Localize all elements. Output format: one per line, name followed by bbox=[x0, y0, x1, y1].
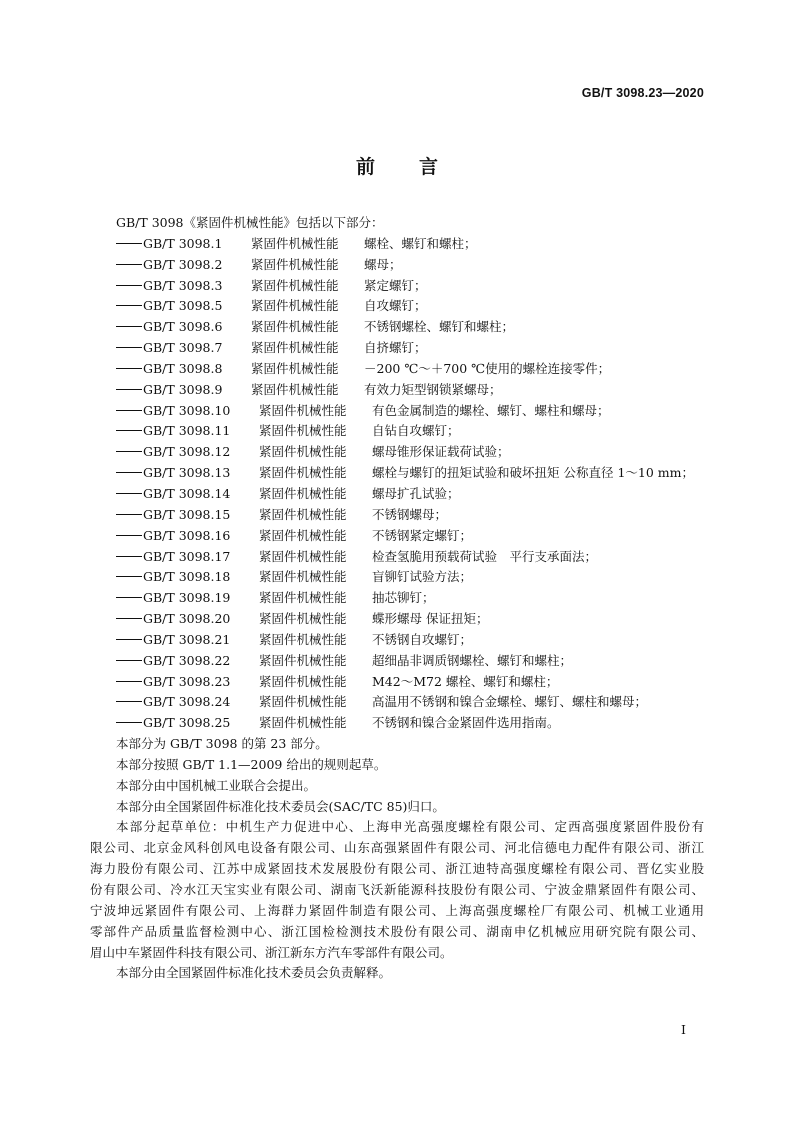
part-series-name: 紧固件机械性能 bbox=[259, 590, 347, 606]
part-series-name: 紧固件机械性能 bbox=[251, 235, 339, 251]
part-series-name: 紧固件机械性能 bbox=[259, 465, 347, 481]
part-series-name: 紧固件机械性能 bbox=[259, 506, 347, 522]
part-list-item bbox=[90, 609, 704, 630]
part-code: GB/T 3098.8 bbox=[143, 360, 223, 376]
part-series-name: 紧固件机械性能 bbox=[259, 485, 347, 501]
part-list-item bbox=[90, 338, 704, 359]
part-list-item bbox=[90, 713, 704, 734]
part-code: GB/T 3098.6 bbox=[143, 319, 223, 335]
part-series-name: 紧固件机械性能 bbox=[251, 360, 339, 376]
em-dash bbox=[116, 701, 142, 702]
em-dash bbox=[116, 722, 142, 723]
drafting-units-line: 宁波坤远紧固件有限公司、上海群力紧固件制造有限公司、上海高强度螺栓厂有限公司、机械工业通用 bbox=[90, 902, 704, 918]
part-code: GB/T 3098.3 bbox=[143, 277, 223, 293]
part-series-name: 紧固件机械性能 bbox=[251, 256, 339, 272]
part-series-name: 紧固件机械性能 bbox=[259, 548, 347, 564]
part-code: GB/T 3098.10 bbox=[143, 402, 231, 418]
drafting-units-line: 眉山中车紧固件科技有限公司、浙江新东方汽车零部件有限公司。 bbox=[90, 944, 453, 960]
part-title: 自攻螺钉； bbox=[364, 298, 427, 314]
drafting-units-line: 限公司、北京金风科创风电设备有限公司、山东高强紧固件有限公司、河北信德电力配件有限公司、浙江 bbox=[90, 840, 704, 856]
statement-line: 本部分由中国机械工业联合会提出。 bbox=[116, 777, 317, 793]
part-code: GB/T 3098.1 bbox=[143, 235, 223, 251]
part-series-name: 紧固件机械性能 bbox=[259, 611, 347, 627]
part-code: GB/T 3098.17 bbox=[143, 548, 231, 564]
part-series-name: 紧固件机械性能 bbox=[259, 423, 347, 439]
parts-list bbox=[90, 234, 704, 734]
part-list-item bbox=[90, 651, 704, 672]
em-dash bbox=[116, 305, 142, 306]
part-list-item bbox=[90, 547, 704, 568]
part-list-item bbox=[90, 296, 704, 317]
part-series-name: 紧固件机械性能 bbox=[259, 715, 347, 731]
part-list-item bbox=[90, 463, 704, 484]
em-dash bbox=[116, 243, 142, 244]
part-title: 螺母锥形保证载荷试验； bbox=[372, 444, 510, 460]
part-title: 螺母扩孔试验； bbox=[372, 485, 460, 501]
part-code: GB/T 3098.19 bbox=[143, 590, 231, 606]
part-title: 超细晶非调质钢螺栓、螺钉和螺柱； bbox=[372, 652, 573, 668]
em-dash bbox=[116, 264, 142, 265]
em-dash bbox=[116, 535, 142, 536]
part-series-name: 紧固件机械性能 bbox=[251, 319, 339, 335]
page-title: 前言 bbox=[355, 156, 482, 178]
part-code: GB/T 3098.24 bbox=[143, 694, 231, 710]
closing-statement: 本部分由全国紧固件标准化技术委员会负责解释。 bbox=[116, 965, 392, 981]
part-series-name: 紧固件机械性能 bbox=[251, 340, 339, 356]
part-title: 不锈钢螺母； bbox=[372, 506, 448, 522]
em-dash bbox=[116, 639, 142, 640]
part-series-name: 紧固件机械性能 bbox=[259, 527, 347, 543]
part-title: 高温用不锈钢和镍合金螺栓、螺钉、螺柱和螺母； bbox=[372, 694, 648, 710]
em-dash bbox=[116, 576, 142, 577]
part-series-name: 紧固件机械性能 bbox=[259, 631, 347, 647]
part-title: 紧定螺钉； bbox=[364, 277, 427, 293]
part-list-item bbox=[90, 567, 704, 588]
part-title: 有色金属制造的螺栓、螺钉、螺柱和螺母； bbox=[372, 402, 610, 418]
part-list-item bbox=[90, 380, 704, 401]
part-code: GB/T 3098.23 bbox=[143, 673, 231, 689]
part-series-name: 紧固件机械性能 bbox=[259, 673, 347, 689]
part-title: 有效力矩型钢锁紧螺母； bbox=[364, 381, 502, 397]
statements bbox=[90, 734, 704, 817]
statement-line: 本部分按照 GB/T 1.1—2009 给出的规则起草。 bbox=[116, 756, 387, 772]
part-code: GB/T 3098.7 bbox=[143, 340, 223, 356]
part-series-name: 紧固件机械性能 bbox=[259, 402, 347, 418]
drafting-units-line: 本部分起草单位：中机生产力促进中心、上海申光高强度螺栓有限公司、定西高强度紧固件股份有 bbox=[116, 819, 704, 835]
part-list-item bbox=[90, 421, 704, 442]
intro-text: GB/T 3098《紧固件机械性能》包括以下部分： bbox=[116, 215, 384, 230]
part-title: 螺栓、螺钉和螺柱； bbox=[364, 235, 477, 251]
part-title: 检查氢脆用预载荷试验 平行支承面法； bbox=[372, 548, 598, 564]
em-dash bbox=[116, 514, 142, 515]
part-code: GB/T 3098.21 bbox=[143, 631, 231, 647]
em-dash bbox=[116, 347, 142, 348]
part-list-item bbox=[90, 359, 704, 380]
part-title: 螺栓与螺钉的扭矩试验和破坏扭矩 公称直径 1～10 mm； bbox=[372, 465, 694, 481]
drafting-units-line: 海力股份有限公司、江苏中成紧固技术发展股份有限公司、浙江迪特高强度螺栓有限公司、晋亿实业股 bbox=[90, 861, 704, 877]
part-code: GB/T 3098.2 bbox=[143, 256, 223, 272]
drafting-units-line: 份有限公司、冷水江天宝实业有限公司、湖南飞沃新能源科技股份有限公司、宁波金鼎紧固件有限公司、 bbox=[90, 882, 704, 897]
foreword-body bbox=[90, 213, 704, 984]
standard-code: GB/T 3098.23—2020 bbox=[581, 86, 704, 100]
em-dash bbox=[116, 660, 142, 661]
em-dash bbox=[116, 556, 142, 557]
part-title: 抽芯铆钉； bbox=[372, 590, 435, 606]
part-series-name: 紧固件机械性能 bbox=[251, 381, 339, 397]
part-list-item bbox=[90, 692, 704, 713]
part-list-item bbox=[90, 484, 704, 505]
part-code: GB/T 3098.20 bbox=[143, 611, 231, 627]
part-list-item bbox=[90, 255, 704, 276]
part-code: GB/T 3098.9 bbox=[143, 381, 223, 397]
em-dash bbox=[116, 430, 142, 431]
part-title: 不锈钢紧定螺钉； bbox=[372, 527, 473, 543]
part-title: 蝶形螺母 保证扭矩； bbox=[372, 611, 489, 627]
drafting-units bbox=[90, 817, 704, 963]
page-number: I bbox=[681, 1022, 686, 1037]
part-code: GB/T 3098.13 bbox=[143, 465, 231, 481]
part-list-item bbox=[90, 442, 704, 463]
part-code: GB/T 3098.15 bbox=[143, 506, 231, 522]
part-series-name: 紧固件机械性能 bbox=[251, 298, 339, 314]
em-dash bbox=[116, 326, 142, 327]
part-code: GB/T 3098.12 bbox=[143, 444, 231, 460]
em-dash bbox=[116, 285, 142, 286]
part-title: M42～M72 螺栓、螺钉和螺柱； bbox=[372, 673, 559, 689]
drafting-units-line: 零部件产品质量监督检测中心、浙江国检检测技术股份有限公司、湖南申亿机械应用研究院有限公司、 bbox=[90, 923, 704, 939]
part-title: 自钻自攻螺钉； bbox=[372, 423, 460, 439]
part-code: GB/T 3098.5 bbox=[143, 298, 223, 314]
part-list-item bbox=[90, 630, 704, 651]
part-code: GB/T 3098.16 bbox=[143, 527, 231, 543]
em-dash bbox=[116, 493, 142, 494]
part-list-item bbox=[90, 526, 704, 547]
part-code: GB/T 3098.22 bbox=[143, 652, 231, 668]
part-series-name: 紧固件机械性能 bbox=[259, 569, 347, 585]
part-title: 自挤螺钉； bbox=[364, 340, 427, 356]
part-list-item bbox=[90, 588, 704, 609]
part-code: GB/T 3098.11 bbox=[143, 423, 231, 439]
part-list-item bbox=[90, 672, 704, 693]
em-dash bbox=[116, 472, 142, 473]
part-title: 螺母； bbox=[364, 256, 402, 272]
part-list-item bbox=[90, 505, 704, 526]
em-dash bbox=[116, 389, 142, 390]
part-title: 盲铆钉试验方法； bbox=[372, 569, 473, 585]
em-dash bbox=[116, 368, 142, 369]
em-dash bbox=[116, 618, 142, 619]
em-dash bbox=[116, 597, 142, 598]
part-code: GB/T 3098.14 bbox=[143, 485, 231, 501]
part-series-name: 紧固件机械性能 bbox=[251, 277, 339, 293]
statement-line: 本部分为 GB/T 3098 的第 23 部分。 bbox=[116, 736, 328, 752]
part-series-name: 紧固件机械性能 bbox=[259, 444, 347, 460]
part-series-name: 紧固件机械性能 bbox=[259, 652, 347, 668]
part-title: 不锈钢螺栓、螺钉和螺柱； bbox=[364, 319, 515, 335]
part-list-item bbox=[90, 234, 704, 255]
em-dash bbox=[116, 451, 142, 452]
part-title: －200 ℃～＋700 ℃使用的螺栓连接零件； bbox=[364, 360, 611, 376]
part-list-item bbox=[90, 317, 704, 338]
part-title: 不锈钢和镍合金紧固件选用指南。 bbox=[372, 715, 560, 731]
statement-line: 本部分由全国紧固件标准化技术委员会(SAC/TC 85)归口。 bbox=[116, 798, 445, 814]
part-code: GB/T 3098.25 bbox=[143, 715, 231, 731]
part-series-name: 紧固件机械性能 bbox=[259, 694, 347, 710]
part-title: 不锈钢自攻螺钉； bbox=[372, 631, 473, 647]
part-list-item bbox=[90, 401, 704, 422]
em-dash bbox=[116, 410, 142, 411]
part-list-item bbox=[90, 276, 704, 297]
part-code: GB/T 3098.18 bbox=[143, 569, 231, 585]
em-dash bbox=[116, 681, 142, 682]
